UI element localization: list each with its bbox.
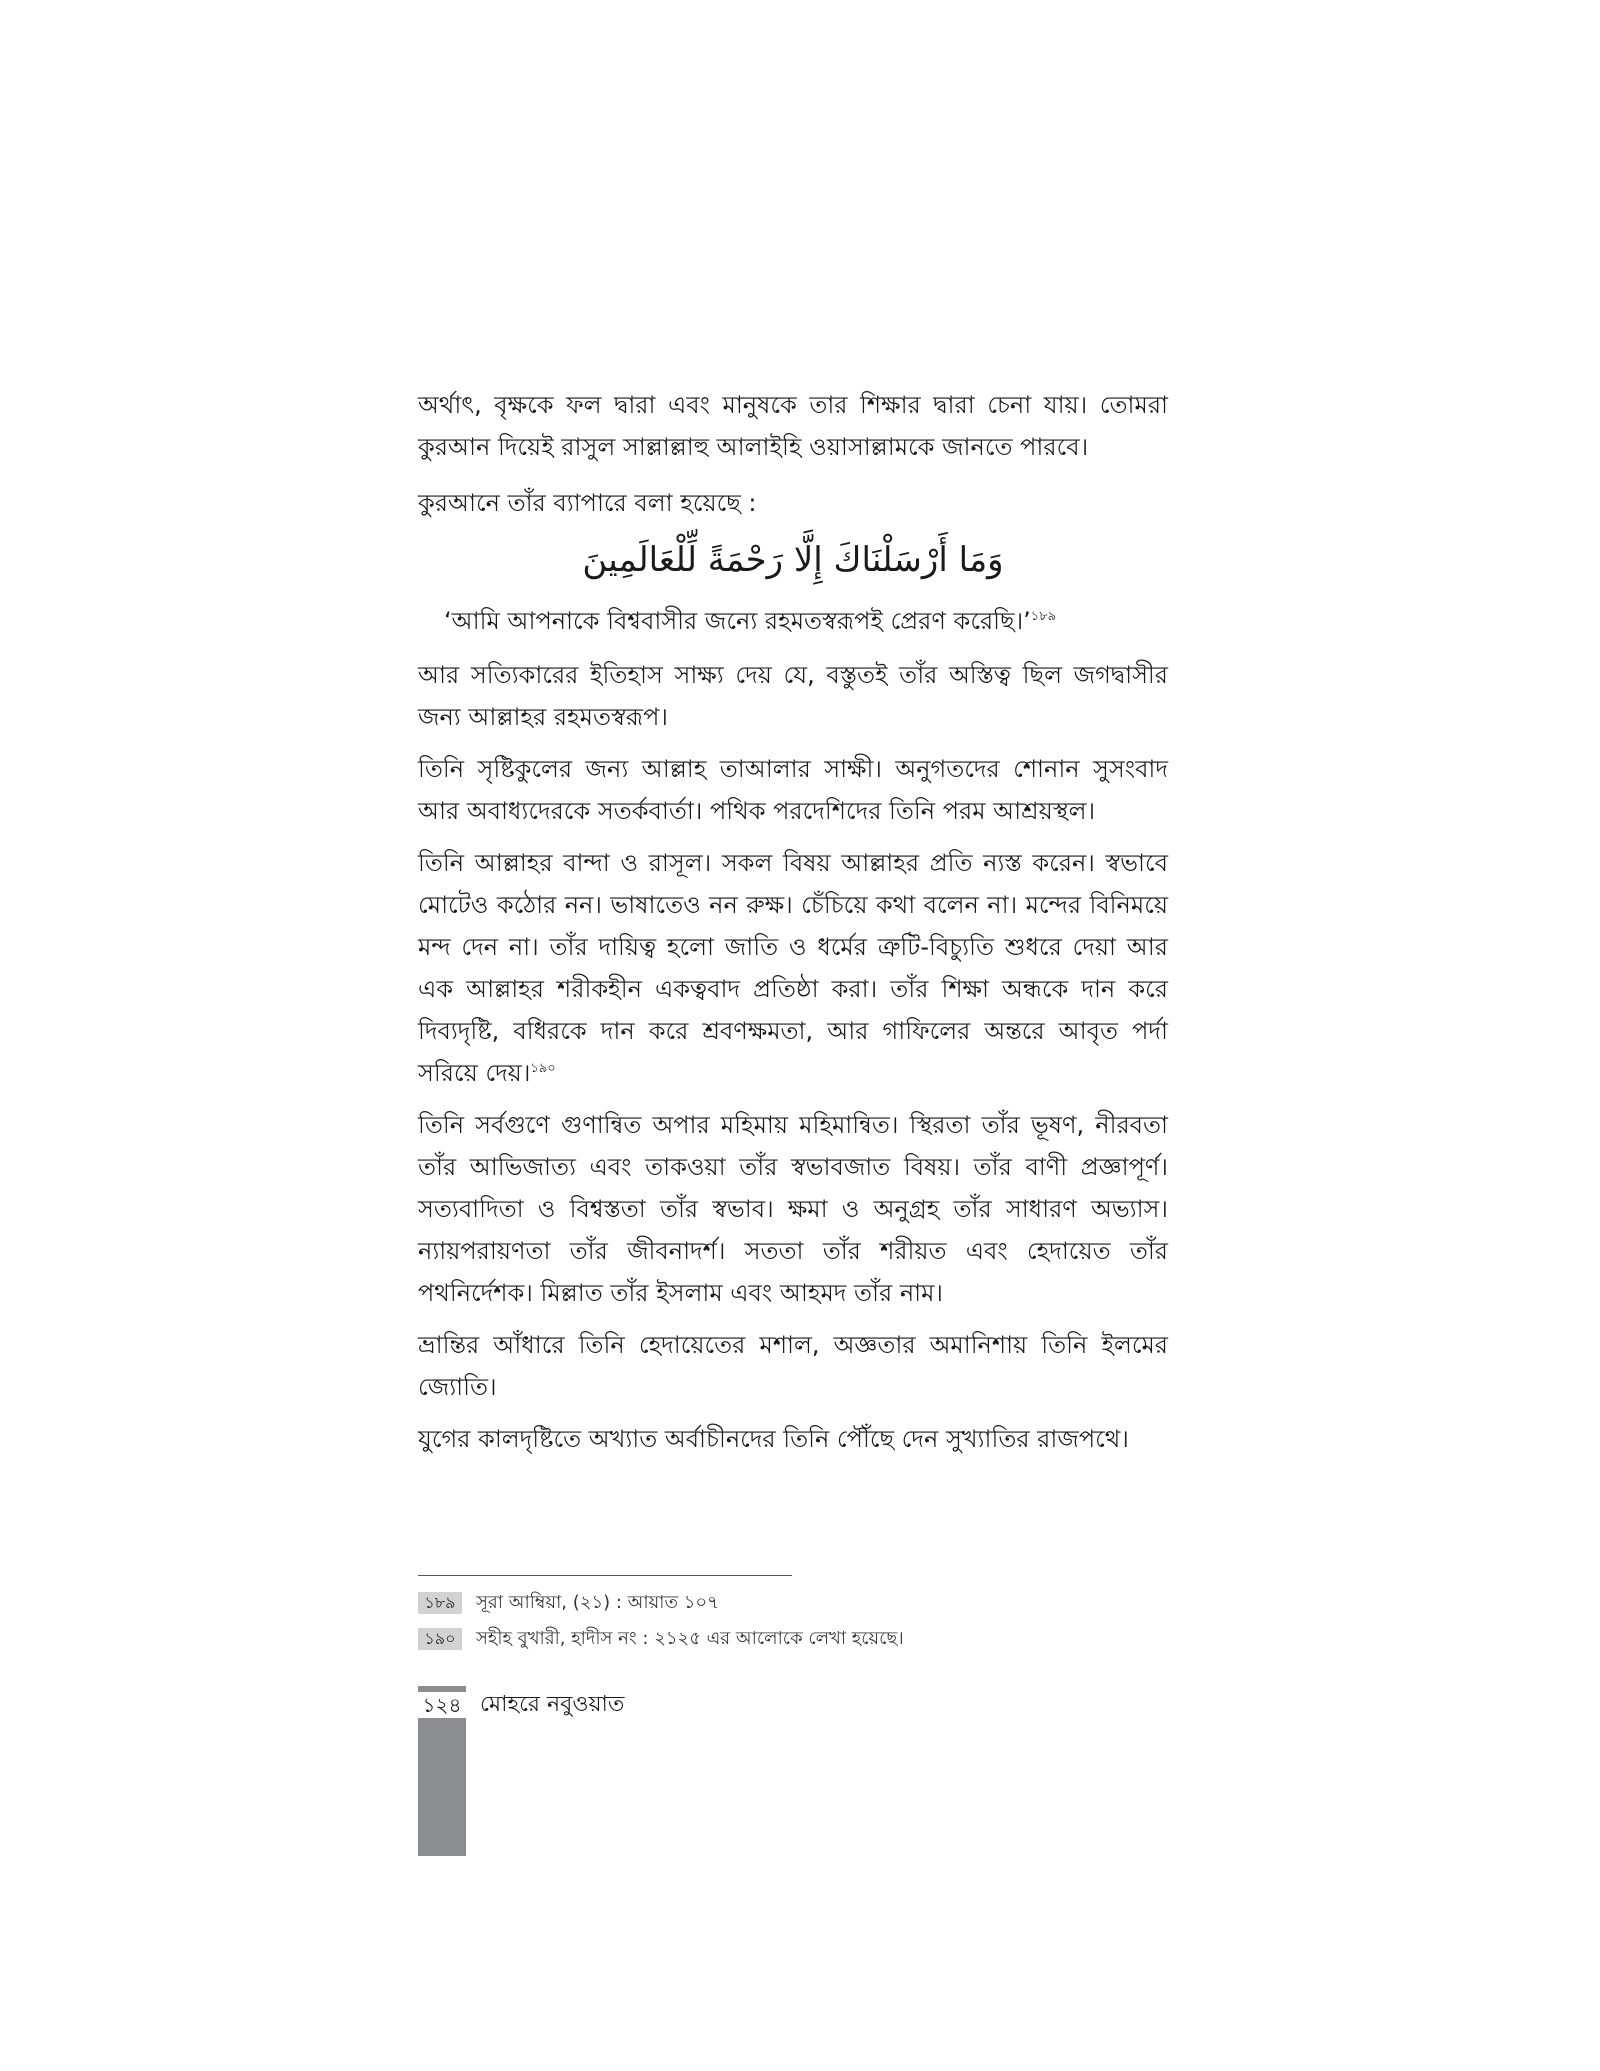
paragraph-5: [418, 842, 1168, 1094]
verse-translation-text: ‘আমি আপনাকে বিশ্ববাসীর জন্যে রহমতস্বরূপই প্রেরণ করেছি।’: [444, 607, 1031, 635]
paragraph-8: যুগের কালদৃষ্টিতে অখ্যাত অর্বাচীনদের তিনি পৌঁছে দেন সুখ্যাতির রাজপথে।: [418, 1425, 1129, 1453]
footnote-number: ১৮৯: [418, 1592, 462, 1614]
paragraph-6: তিনি সর্বগুণে গুণান্বিত অপার মহিমায় মহিমান্বিত। স্থিরতা তাঁর ভূষণ, নীরবতা তাঁর আভিজাত্য এবং তাকওয়া তাঁর স্বভাবজাত বিষয়। তাঁর বাণী প্রজ্ঞাপূর্ণ। সত্যবাদিতা ও বিশ্বস্ততা তাঁর স্বভাব। ক্ষমা ও অনুগ্রহ তাঁর সাধারণ অভ্যাস। ন্যায়পরায়ণতা তাঁর জীবনাদর্শ। সততা তাঁর শরীয়ত এবং হেদায়েত তাঁর পথনির্দেশক। মিল্লাত তাঁর ইসলাম এবং আহমদ তাঁর নাম।: [418, 1111, 1168, 1307]
footer-accent-bar: [418, 1718, 466, 1856]
verse-translation: [418, 600, 1168, 642]
paragraph-3: আর সত্যিকারের ইতিহাস সাক্ষ্য দেয় যে, বস্তুতই তাঁর অস্তিত্ব ছিল জগদ্বাসীর জন্য আল্লাহর রহমতস্বরূপ।: [418, 661, 1168, 731]
footnote-number: ১৯০: [418, 1628, 462, 1650]
paragraph-1: অর্থাৎ, বৃক্ষকে ফল দ্বারা এবং মানুষকে তার শিক্ষার দ্বারা চেনা যায়। তোমরা কুরআন দিয়েই রাসুল সাল্লাল্লাহু আলাইহি ওয়াসাল্লামকে জানতে পারবে।: [418, 391, 1168, 461]
paragraph-5-text: তিনি আল্লাহর বান্দা ও রাসূল। সকল বিষয় আল্লাহর প্রতি ন্যস্ত করেন। স্বভাবে মোটেও কঠোর নন। ভাষাতেও নন রুক্ষ। চেঁচিয়ে কথা বলেন না। মন্দের বিনিময়ে মন্দ দেন না। তাঁর দায়িত্ব হলো জাতি ও ধর্মের ত্রুটি-বিচ্যুতি শুধরে দেয়া আর এক আল্লাহর শরীকহীন একত্ববাদ প্রতিষ্ঠা করা। তাঁর শিক্ষা অন্ধকে দান করে দিব্যদৃষ্টি, বধিরকে দান করে শ্রবণক্ষমতা, আর গাফিলের অন্তরে আবৃত পর্দা সরিয়ে দেয়।: [418, 849, 1168, 1087]
running-title: মোহরে নবুওয়াত: [480, 1692, 625, 1717]
footnote-divider: [418, 1575, 792, 1576]
paragraph-7: ভ্রান্তির আঁধারে তিনি হেদায়েতের মশাল, অজ্ঞতার অমানিশায় তিনি ইলমের জ্যোতি।: [418, 1331, 1168, 1401]
paragraph-4: তিনি সৃষ্টিকুলের জন্য আল্লাহ তাআলার সাক্ষী। অনুগতদের শোনান সুসংবাদ আর অবাধ্যদেরকে সতর্কবার্তা। পথিক পরদেশিদের তিনি পরম আশ্রয়স্থল।: [418, 755, 1168, 825]
footnote-189: [418, 1587, 1168, 1619]
footnotes: [418, 1587, 1168, 1659]
footnote-text: সূরা আম্বিয়া, (২১) : আয়াত ১০৭: [476, 1591, 719, 1613]
arabic-verse: وَمَا أَرْسَلْنَاكَ إِلَّا رَحْمَةً لِّلْعَالَمِينَ: [582, 540, 1004, 580]
footnote-ref-190: ১৯০: [530, 1061, 556, 1076]
footnote-text: সহীহ বুখারী, হাদীস নং : ২১২৫ এর আলোকে লেখা হয়েছে।: [476, 1627, 904, 1649]
paragraph-quran-intro: কুরআনে তাঁর ব্যাপারে বলা হয়েছে :: [418, 489, 757, 517]
main-text: [418, 384, 1168, 1470]
page-number: ১২৪: [422, 1693, 462, 1717]
footnote-190: [418, 1623, 1168, 1655]
footnote-ref-189: ১৮৯: [1030, 609, 1057, 624]
